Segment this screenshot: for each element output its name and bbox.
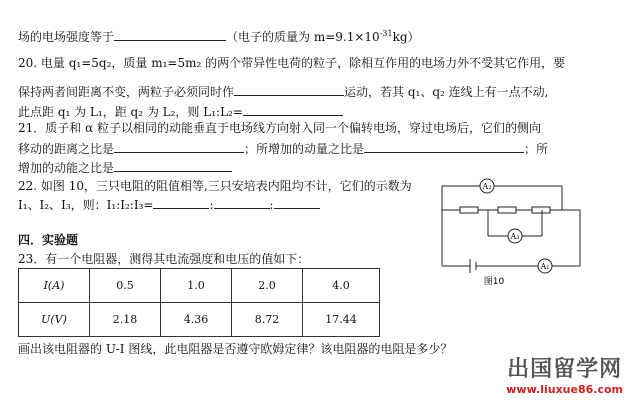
- q21-line-2: [18, 140, 548, 157]
- table-cell: 17.44: [303, 303, 380, 337]
- figure-caption: 图10: [483, 277, 505, 287]
- q20-line-3: [18, 103, 343, 120]
- answer-blank[interactable]: [114, 140, 244, 153]
- q19-mass-unit: kg）: [392, 30, 420, 44]
- q21-text-a: 移动的距离之比是: [18, 142, 115, 156]
- table-row: [19, 269, 380, 303]
- table-cell: 4.36: [161, 303, 232, 337]
- ratio-colon: :: [209, 198, 214, 212]
- measurement-table: [18, 268, 380, 337]
- q22-text: I₁、I₂、I₃，则：I₁:I₂:I₃=: [18, 198, 154, 212]
- q23-line: 23．有一个电阻器，测得其电流强度和电压的值如下：: [18, 252, 310, 266]
- table-cell: 0.5: [90, 269, 161, 303]
- q21-line-3: [18, 159, 232, 176]
- ratio-colon: :: [269, 198, 274, 212]
- table-cell: 4.0: [303, 269, 380, 303]
- watermark-text: 出国留学网: [507, 357, 623, 382]
- answer-blank[interactable]: [274, 196, 320, 209]
- q23-question: 画出该电阻器的 U-I 图线，此电阻器是否遵守欧姆定律？该电阻器的电阻是多少？: [18, 342, 453, 356]
- q22-line-2: [18, 196, 320, 213]
- q19-tail-text: 场的电场强度等于: [18, 30, 115, 44]
- resistor-symbol: [460, 207, 478, 213]
- site-watermark: [506, 352, 623, 396]
- answer-blank[interactable]: [214, 196, 270, 209]
- q20-text-b: 运动，若其 q₁、q₂ 连线上有一点不动,: [344, 85, 549, 99]
- q21-text-c: ；所: [524, 142, 549, 156]
- q20-line-1: 20. 电量 q₁=5q₂，质量 m₁=5m₂ 的两个带异性电荷的粒子，除相互作用的电场力外不受其它作用，要: [18, 56, 566, 70]
- table-cell: 2.18: [90, 303, 161, 337]
- q20-line-2: [18, 83, 548, 100]
- q21-line-1: 21．质子和 α 粒子以相同的动能垂直于电场线方向射入同一个偏转电场，穿过电场后，它们的侧向: [18, 121, 542, 135]
- q19-exponent: -31: [379, 29, 393, 38]
- q21-text-d: 增加的动能之比是: [18, 161, 115, 175]
- answer-blank[interactable]: [114, 159, 232, 172]
- answer-blank[interactable]: [234, 83, 344, 96]
- table-cell: 2.0: [232, 269, 303, 303]
- resistor-symbol: [498, 207, 516, 213]
- answer-blank[interactable]: [364, 140, 524, 153]
- table-cell: I(A): [19, 269, 90, 303]
- q20-text-a: 保持两者间距离不变，两粒子必须同时作: [18, 85, 235, 99]
- answer-blank[interactable]: [153, 196, 209, 209]
- q22-line-1: 22. 如图 10，三只电阻的阻值相等,三只安培表内阻均不计，它们的示数为: [18, 179, 412, 193]
- section-heading: 四．实验题: [18, 233, 79, 247]
- ammeter-a3-label: A₃: [510, 232, 520, 241]
- q20-text-c: 此点距 q₁ 为 L₁，距 q₂ 为 L₂，则 L₁:L₂=: [18, 105, 243, 119]
- answer-blank[interactable]: [243, 103, 343, 116]
- table-row: [19, 303, 380, 337]
- table-cell: 8.72: [232, 303, 303, 337]
- watermark-url[interactable]: www.liuxue86.com: [506, 383, 623, 396]
- q21-text-b: ；所增加的动量之比是: [244, 142, 365, 156]
- ammeter-a1-label: A₁: [540, 262, 550, 271]
- answer-blank[interactable]: [114, 28, 226, 41]
- q19-mass-note: （电子的质量为 m=9.1×10: [226, 30, 380, 44]
- q19-tail-line: [18, 26, 420, 45]
- table-cell: U(V): [19, 303, 90, 337]
- circuit-figure: [432, 168, 590, 288]
- ammeter-a2-label: A₂: [482, 182, 492, 191]
- resistor-symbol: [532, 207, 550, 213]
- table-cell: 1.0: [161, 269, 232, 303]
